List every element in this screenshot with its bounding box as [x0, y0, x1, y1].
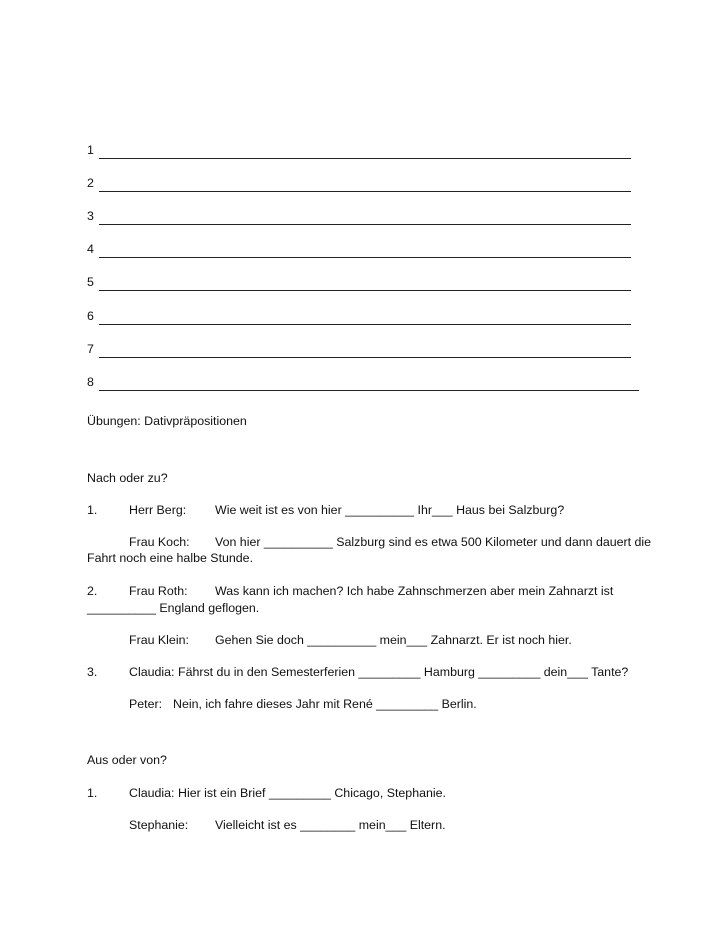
dialogue-text: Vielleicht ist es ________ mein___ Eltern.: [215, 818, 446, 832]
speaker-label: Frau Roth:: [129, 584, 188, 598]
answer-line[interactable]: [87, 209, 631, 225]
answer-line-number: 1: [87, 143, 94, 157]
item-number: 3.: [87, 665, 98, 679]
item-number: 1.: [87, 786, 98, 800]
answer-line-rule[interactable]: [99, 147, 631, 159]
answer-line-number: 4: [87, 242, 94, 256]
answer-line-number: 3: [87, 209, 94, 223]
answer-line-number: 2: [87, 176, 94, 190]
answer-line-number: 8: [87, 375, 94, 389]
speaker-label: Claudia:: [129, 786, 175, 800]
dialogue-text: Von hier __________ Salzburg sind es etwa 500 Kilometer und dann dauert die: [215, 535, 652, 549]
answer-line-number: 6: [87, 309, 94, 323]
answer-line-rule[interactable]: [99, 379, 639, 391]
answer-line[interactable]: [87, 242, 631, 258]
section-heading-nach-zu: Nach oder zu?: [87, 471, 168, 485]
dialogue-text: Fährst du in den Semesterferien _________ Hamburg _________ dein___ Tante?: [178, 665, 629, 679]
answer-line-number: 5: [87, 275, 94, 289]
answer-line-rule[interactable]: [99, 313, 631, 325]
answer-line[interactable]: [87, 342, 631, 358]
worksheet-title: Übungen: Dativpräpositionen: [87, 414, 247, 428]
answer-line[interactable]: [87, 375, 639, 391]
answer-line[interactable]: [87, 143, 631, 159]
answer-line[interactable]: [87, 176, 631, 192]
dialogue-text-wrap: Fahrt noch eine halbe Stunde.: [87, 551, 254, 565]
answer-line-rule[interactable]: [99, 279, 631, 291]
speaker-label: Frau Koch:: [129, 535, 190, 549]
answer-line-rule[interactable]: [99, 180, 631, 192]
speaker-label: Peter:: [129, 697, 163, 711]
dialogue-text: Gehen Sie doch __________ mein___ Zahnarzt. Er ist noch hier.: [215, 633, 572, 647]
speaker-label: Claudia:: [129, 665, 175, 679]
section-heading-aus-von: Aus oder von?: [87, 753, 167, 767]
answer-line[interactable]: [87, 275, 631, 291]
dialogue-text: Hier ist ein Brief _________ Chicago, Stephanie.: [178, 786, 446, 800]
dialogue-text: Wie weit ist es von hier __________ Ihr___ Haus bei Salzburg?: [215, 503, 565, 517]
speaker-label: Stephanie:: [129, 818, 189, 832]
answer-line[interactable]: [87, 309, 631, 325]
answer-line-rule[interactable]: [99, 346, 631, 358]
answer-line-number: 7: [87, 342, 94, 356]
answer-line-rule[interactable]: [99, 213, 631, 225]
item-number: 2.: [87, 584, 98, 598]
item-number: 1.: [87, 503, 98, 517]
answer-line-rule[interactable]: [99, 246, 631, 258]
speaker-label: Frau Klein:: [129, 633, 189, 647]
dialogue-text: Nein, ich fahre dieses Jahr mit René _________ Berlin.: [173, 697, 477, 711]
dialogue-text: Was kann ich machen? Ich habe Zahnschmerzen aber mein Zahnarzt ist: [215, 584, 614, 598]
dialogue-text-wrap: __________ England geflogen.: [87, 601, 260, 615]
speaker-label: Herr Berg:: [129, 503, 187, 517]
